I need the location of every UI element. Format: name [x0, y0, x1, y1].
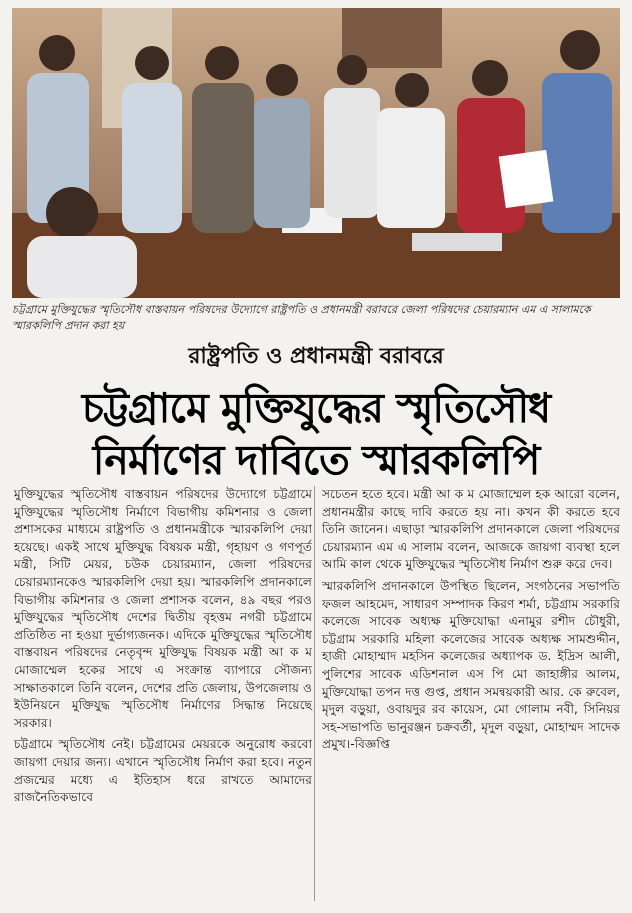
article-paragraph: স্মারকলিপি প্রদানকালে উপস্থিত ছিলেন, সংগঠনের সভাপতি ফজল আহমেদ, সাধারণ সম্পাদক কিরণ শর্মা, চট্টগ্রাম সরকারি কলেজে সাবেক অধ্যক্ষ মুক্তিযোদ্ধা এনামুর রশীদ চৌধুরী, চট্টগ্রাম সরকারি মহিলা কলেজের সাবেক অধ্যক্ষ সামশুদ্দীন, হাজী মোহাম্মাদ মহসিন কলেজের অধ্যাপক ড. ইদ্রিস আলী, পুলিশের সাবেক এডিশনাল এস পি মো জাহাঙ্গীর আলম, মুক্তিযোদ্ধা তপন দত্ত গুপ্ত, প্রধান সমন্বয়কারী আর. কে রুবেল, মৃদুল বড়ুয়া, ওবায়দুর রব কায়েস, মো গোলাম নবী, সিনিয়র সহ-সভাপতি ভানুরঞ্জন চক্রবর্তী, মৃদুল বড়ুয়া, মোহাম্মদ সাদেক প্রমুখ।-বিজ্ঞপ্তি	[322, 578, 620, 752]
article-column-right	[322, 486, 620, 754]
column-divider	[314, 486, 315, 901]
article-paragraph: চট্টগ্রামে স্মৃতিসৌধ নেই। চট্টগ্রামের মেয়রকে অনুরোধ করবো জায়গা দেয়ার জন্য। এখানে স্মৃতিসৌধ নির্মাণ করা হবে। নতুন প্রজন্মের মধ্যে এ ইতিহাস ধরে রাখতে আমাদের রাজনৈতিকভাবে	[14, 737, 312, 805]
headline	[0, 382, 632, 486]
photo-illustration	[12, 8, 620, 298]
photo-caption: চট্টগ্রামে মুক্তিযুদ্ধের স্মৃতিসৌধ বাস্তবায়ন পরিষদের উদ্যোগে রাষ্ট্রপতি ও প্রধানমন্ত্রী বরাবরে জেলা পরিষদের চেয়ারম্যান এম এ সালামকে স্মারকলিপি প্রদান করা হয়	[12, 303, 591, 332]
headline-line-2: নির্মাণের দাবিতে স্মারকলিপি	[92, 436, 540, 484]
headline-kicker: রাষ্ট্রপতি ও প্রধানমন্ত্রী বরাবরে	[188, 344, 444, 369]
article-paragraph: সচেতন হতে হবে। মন্ত্রী আ ক ম মোজাম্মেল হক আরো বলেন, প্রধানমন্ত্রীর কাছে দাবি করতে হয় না। কখন কী করতে হবে তিনি জানেন। এছাড়া স্মারকলিপি প্রদানকালে জেলা পরিষদের চেয়ারম্যান এম এ সালাম বলেন, আজকে জায়গা ব্যবস্থা হলে আমি কাল থেকে মুক্তিযুদ্ধের স্মৃতিসৌধ নির্মাণ শুরু করে দেব।	[322, 487, 620, 572]
headline-line-1: চট্টগ্রামে মুক্তিযুদ্ধের স্মৃতিসৌধ	[81, 384, 551, 432]
news-photo	[12, 8, 620, 298]
article-column-left	[14, 486, 312, 807]
article-paragraph: মুক্তিযুদ্ধের স্মৃতিসৌধ বাস্তবায়ন পরিষদের উদ্যোগে চট্টগ্রামে মুক্তিযুদ্ধের স্মৃতিসৌধ নির্মাণে বিভাগীয় কমিশনার ও জেলা প্রশাসকের মাধ্যমে রাষ্ট্রপতি ও প্রধানমন্ত্রীকে স্মারকলিপি দেয়া হয়েছে। একই সাথে মুক্তিযুদ্ধ বিষয়ক মন্ত্রী, গৃহায়ণ ও গণপূর্ত মন্ত্রী, সিটি মেয়র, চউক চেয়ারম্যান, জেলা পরিষদের চেয়ারম্যানকেও স্মারকলিপি দেয়া হয়। স্মারকলিপি প্রদানকালে বিভাগীয় কমিশনার ও জেলা প্রশাসক বলেন, ৪৯ বছর পরও মুক্তিযুদ্ধের স্মৃতিসৌধ দেশের দ্বিতীয় বৃহত্তম নগরী চট্টগ্রামে প্রতিষ্ঠিত না হওয়া দুর্ভাগ্যজনক। এদিকে মুক্তিযুদ্ধের স্মৃতিসৌধ বাস্তবায়ন পরিষদের নেতৃবৃন্দ মুক্তিযুদ্ধ বিষয়ক মন্ত্রী আ ক ম মোজাম্মেল হকের সাথে এ সংক্রান্ত ব্যাপারে সৌজন্য সাক্ষাতকালে তিনি বলেন, দেশের প্রতি জেলায়, উপজেলায় ও ইউনিয়নে মুক্তিযুদ্ধ স্মৃতিসৌধ নির্মাণের সিদ্ধান্ত নিয়েছে সরকার।	[14, 487, 312, 730]
